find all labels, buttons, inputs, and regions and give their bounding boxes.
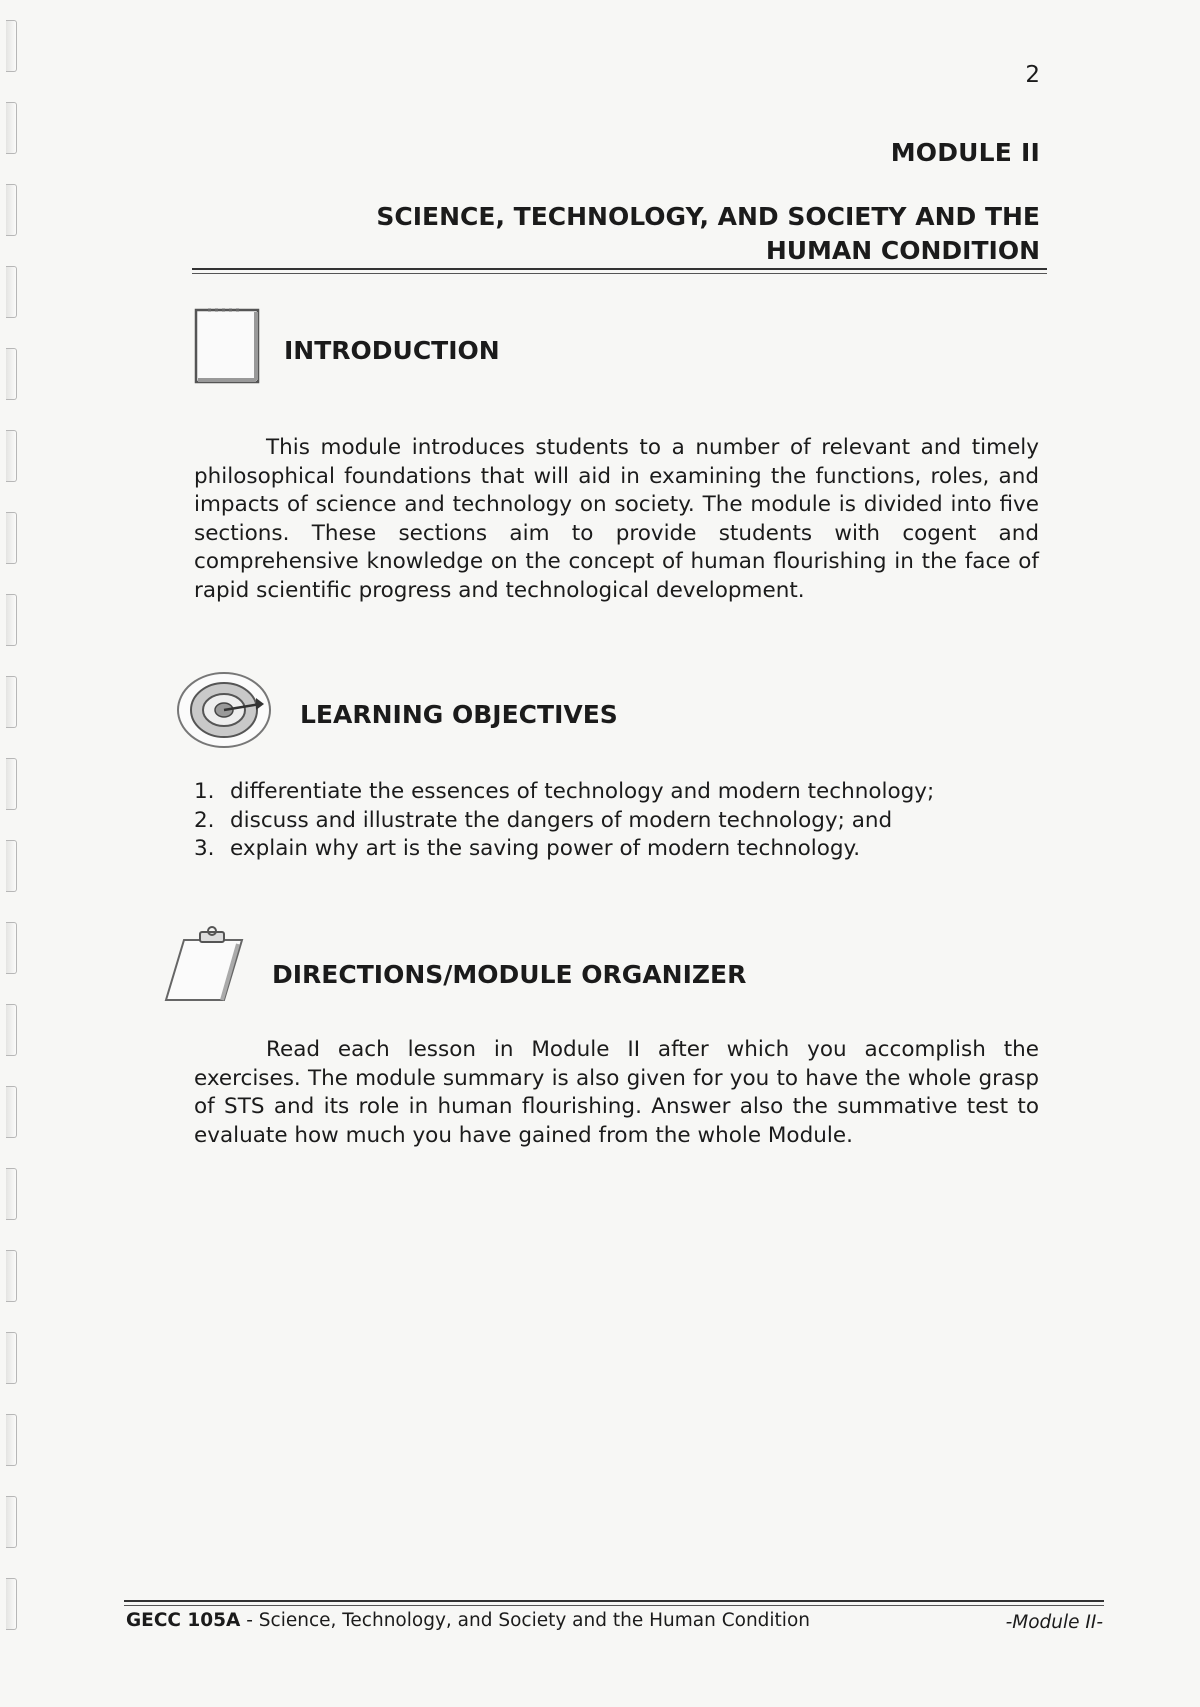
introduction-heading: INTRODUCTION <box>284 336 500 365</box>
directions-heading: DIRECTIONS/MODULE ORGANIZER <box>272 960 747 989</box>
binding-hole <box>6 512 17 564</box>
binding-hole <box>6 1414 17 1466</box>
objective-number: 2. <box>194 807 215 833</box>
clipboard-icon <box>160 926 256 1010</box>
objective-text: discuss and illustrate the dangers of modern technology; and <box>230 807 893 833</box>
binding-hole <box>6 348 17 400</box>
binding-hole <box>6 1578 17 1630</box>
module-label: MODULE II <box>890 138 1040 167</box>
binding-hole <box>6 922 17 974</box>
course-code: GECC 105A <box>126 1610 241 1631</box>
introduction-paragraph: This module introduces students to a number of relevant and timely philosophical foundations that will aid in examining the functions, roles, and impacts of science and technology on society. The module is divided into five sections. These sections aim to provide students with cogent and comprehensive knowledge on the concept of human flourishing in the face of rapid scientific progress and technological development. <box>194 435 1039 603</box>
module-title: SCIENCE, TECHNOLOGY, AND SOCIETY AND THE HUMAN CONDITION <box>376 202 1040 265</box>
footer-module-tag: -Module II- <box>1005 1612 1103 1633</box>
learning-objectives-list <box>194 778 934 864</box>
binding-hole <box>6 266 17 318</box>
list-item <box>194 778 934 807</box>
binding-hole <box>6 840 17 892</box>
binding-hole <box>6 1250 17 1302</box>
page-number: 2 <box>1025 62 1040 88</box>
objective-number: 3. <box>194 836 215 861</box>
notepad-icon <box>190 302 268 390</box>
binding-hole <box>6 594 17 646</box>
objective-number: 1. <box>194 779 215 804</box>
list-item <box>194 807 934 836</box>
learning-objectives-heading: LEARNING OBJECTIVES <box>300 700 618 729</box>
directions-paragraph: Read each lesson in Module II after which you accomplish the exercises. The module summary is also given for you to have the whole grasp of STS and its role in human flourishing. Answer also the summative test to evaluate how much you have gained from the whole Module. <box>194 1037 1039 1148</box>
objective-text: differentiate the essences of technology and modern technology; <box>230 779 935 804</box>
binding-hole <box>6 20 17 72</box>
binding-hole <box>6 430 17 482</box>
binding-hole <box>6 1332 17 1384</box>
course-title: - Science, Technology, and Society and the Human Condition <box>240 1610 810 1631</box>
footer-divider <box>124 1600 1104 1606</box>
target-icon <box>176 670 276 754</box>
binding-hole <box>6 758 17 810</box>
binding-hole <box>6 102 17 154</box>
binding-hole <box>6 1496 17 1548</box>
binding-hole <box>6 184 17 236</box>
binding-hole <box>6 1168 17 1220</box>
binding-holes <box>0 20 30 1700</box>
binding-hole <box>6 1004 17 1056</box>
footer-course <box>126 1610 810 1631</box>
title-divider <box>192 268 1047 274</box>
binding-hole <box>6 676 17 728</box>
list-item <box>194 835 934 864</box>
binding-hole <box>6 1086 17 1138</box>
objective-text: explain why art is the saving power of modern technology. <box>230 836 861 861</box>
